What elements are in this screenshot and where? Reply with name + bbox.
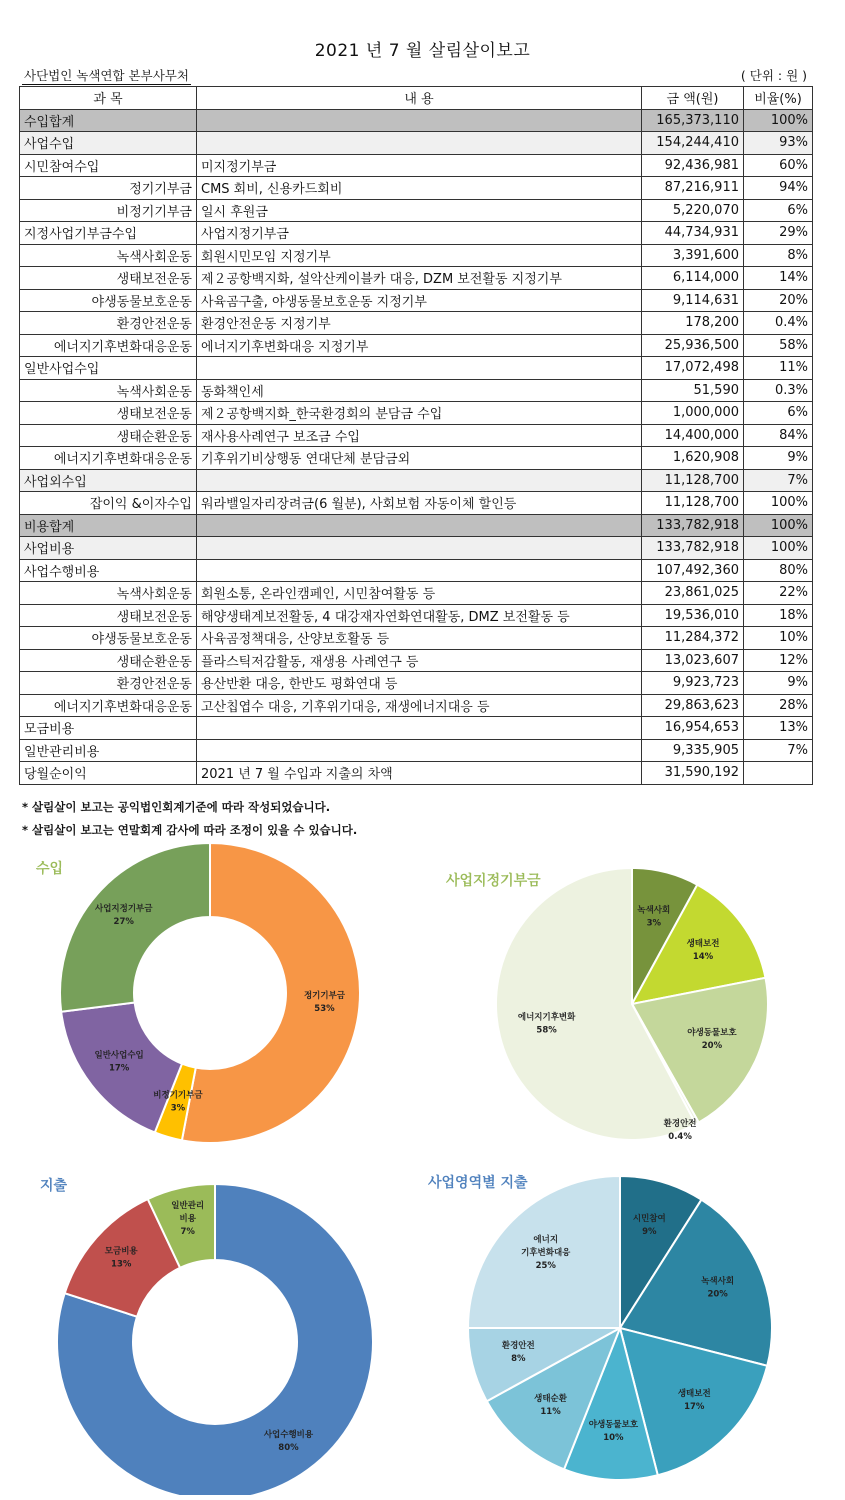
- organization-name: 사단법인 녹색연합 본부사무처: [24, 68, 189, 83]
- row-ratio: 13%: [744, 717, 813, 740]
- row-content: [197, 559, 642, 582]
- row-amount: 31,590,192: [642, 762, 744, 785]
- financial-report-table: [19, 86, 813, 785]
- row-content: 해양생태계보전활동, 4 대강재자연화연대활동, DMZ 보전활동 등: [197, 604, 642, 627]
- row-content: 워라밸일자리장려금(6 월분), 사회보험 자동이체 할인등: [197, 492, 642, 515]
- row-amount: 11,284,372: [642, 627, 744, 650]
- table-row: [20, 717, 813, 740]
- slice-label: 야생동물보호 10%: [588, 1419, 639, 1443]
- row-ratio: 20%: [744, 289, 813, 312]
- table-row: [20, 649, 813, 672]
- table-row: [20, 154, 813, 177]
- chart-income: [50, 838, 370, 1148]
- table-row: [20, 762, 813, 785]
- row-amount: 51,590: [642, 379, 744, 402]
- chart-title-income: 수입: [36, 861, 64, 877]
- slice-label: 녹색사회 20%: [701, 1276, 735, 1300]
- slice-label: 일반관리 비용 7%: [171, 1201, 205, 1238]
- table-row: [20, 289, 813, 312]
- table-row: [20, 312, 813, 335]
- table-row: [20, 537, 813, 560]
- row-content: 에너지기후변화대응 지정기부: [197, 334, 642, 357]
- row-amount: 9,335,905: [642, 739, 744, 762]
- row-content: 플라스틱저감활동, 재생용 사례연구 등: [197, 649, 642, 672]
- table-row: [20, 514, 813, 537]
- row-category: 생태순환운동: [20, 649, 197, 672]
- row-category: 녹색사회운동: [20, 379, 197, 402]
- row-category: 생태보전운동: [20, 267, 197, 290]
- slice-label: 사업수행비용 80%: [263, 1430, 314, 1454]
- row-ratio: 9%: [744, 672, 813, 695]
- table-row: [20, 244, 813, 267]
- row-amount: 11,128,700: [642, 469, 744, 492]
- row-ratio: 18%: [744, 604, 813, 627]
- row-category: 에너지기후변화대응운동: [20, 694, 197, 717]
- row-category: 사업외수입: [20, 469, 197, 492]
- chart-title-designated: 사업지정기부금: [446, 873, 541, 889]
- chart-expense: [50, 1170, 380, 1495]
- table-row: [20, 604, 813, 627]
- table-row: [20, 379, 813, 402]
- row-category: 사업수행비용: [20, 559, 197, 582]
- chart-designated-donation: [485, 852, 785, 1152]
- row-amount: 19,536,010: [642, 604, 744, 627]
- header-category: 과 목: [20, 87, 197, 110]
- row-content: 고산칩엽수 대응, 기후위기대응, 재생에너지대응 등: [197, 694, 642, 717]
- row-amount: 165,373,110: [642, 109, 744, 132]
- row-category: 생태보전운동: [20, 604, 197, 627]
- row-content: 제２공항백지화, 설악산케이블카 대응, DZM 보전활동 지정기부: [197, 267, 642, 290]
- row-ratio: 11%: [744, 357, 813, 380]
- row-amount: 9,923,723: [642, 672, 744, 695]
- table-row: [20, 109, 813, 132]
- row-ratio: 6%: [744, 402, 813, 425]
- row-content: [197, 514, 642, 537]
- row-amount: 23,861,025: [642, 582, 744, 605]
- slice-label: 비정기기부금 3%: [153, 1090, 203, 1114]
- chart-area-expense: [460, 1165, 780, 1485]
- row-content: 기후위기비상행동 연대단체 분담금외: [197, 447, 642, 470]
- row-amount: 25,936,500: [642, 334, 744, 357]
- table-row: [20, 177, 813, 200]
- page-title: 2021 년 7 월 살림살이보고: [314, 41, 531, 61]
- slice-label: 녹색사회 3%: [637, 905, 671, 929]
- row-content: CMS 회비, 신용카드회비: [197, 177, 642, 200]
- table-row: [20, 582, 813, 605]
- row-category: 일반관리비용: [20, 739, 197, 762]
- row-ratio: 7%: [744, 739, 813, 762]
- row-amount: 13,023,607: [642, 649, 744, 672]
- row-content: [197, 537, 642, 560]
- row-amount: 29,863,623: [642, 694, 744, 717]
- row-category: 당월순이익: [20, 762, 197, 785]
- row-content: [197, 132, 642, 155]
- row-content: 사업지정기부금: [197, 222, 642, 245]
- slice-label: 모금비용 13%: [104, 1246, 138, 1270]
- row-amount: 107,492,360: [642, 559, 744, 582]
- table-row: [20, 267, 813, 290]
- row-ratio: 7%: [744, 469, 813, 492]
- row-ratio: 100%: [744, 492, 813, 515]
- table-row: [20, 447, 813, 470]
- table-row: [20, 694, 813, 717]
- row-category: 에너지기후변화대응운동: [20, 334, 197, 357]
- table-row: [20, 199, 813, 222]
- header-amount: 금 액(원): [642, 87, 744, 110]
- row-content: 미지정기부금: [197, 154, 642, 177]
- row-ratio: 0.3%: [744, 379, 813, 402]
- table-row: [20, 357, 813, 380]
- row-content: 일시 후원금: [197, 199, 642, 222]
- row-content: [197, 109, 642, 132]
- row-amount: 1,620,908: [642, 447, 744, 470]
- row-amount: 154,244,410: [642, 132, 744, 155]
- row-content: 회원시민모임 지정기부: [197, 244, 642, 267]
- table-row: [20, 424, 813, 447]
- row-category: 정기기부금: [20, 177, 197, 200]
- row-category: 모금비용: [20, 717, 197, 740]
- row-content: 사육곰구출, 야생동물보호운동 지정기부: [197, 289, 642, 312]
- row-amount: 11,128,700: [642, 492, 744, 515]
- header-content: 내 용: [197, 87, 642, 110]
- row-category: 생태보전운동: [20, 402, 197, 425]
- row-category: 환경안전운동: [20, 672, 197, 695]
- table-row: [20, 222, 813, 245]
- slice-label: 생태순환 11%: [534, 1393, 567, 1417]
- slice-label: 에너지기후변화 58%: [517, 1012, 576, 1036]
- unit-label: ( 단위 : 원 ): [740, 68, 807, 83]
- row-ratio: 22%: [744, 582, 813, 605]
- table-row: [20, 739, 813, 762]
- row-content: 2021 년 7 월 수입과 지출의 차액: [197, 762, 642, 785]
- row-amount: 92,436,981: [642, 154, 744, 177]
- row-category: 녹색사회운동: [20, 582, 197, 605]
- slice-label: 시민참여 9%: [632, 1214, 666, 1238]
- table-row: [20, 334, 813, 357]
- row-content: 동화책인세: [197, 379, 642, 402]
- slice-label: 에너지 기후변화대응 25%: [521, 1234, 571, 1271]
- row-amount: 5,220,070: [642, 199, 744, 222]
- row-content: 환경안전운동 지정기부: [197, 312, 642, 335]
- row-category: 녹색사회운동: [20, 244, 197, 267]
- row-amount: 3,391,600: [642, 244, 744, 267]
- table-row: [20, 627, 813, 650]
- row-ratio: 29%: [744, 222, 813, 245]
- table-row: [20, 469, 813, 492]
- table-row: [20, 132, 813, 155]
- row-ratio: 14%: [744, 267, 813, 290]
- row-ratio: 100%: [744, 537, 813, 560]
- row-amount: 1,000,000: [642, 402, 744, 425]
- row-content: 재사용사례연구 보조금 수입: [197, 424, 642, 447]
- row-category: 지정사업기부금수입: [20, 222, 197, 245]
- row-ratio: 93%: [744, 132, 813, 155]
- row-amount: 87,216,911: [642, 177, 744, 200]
- row-amount: 6,114,000: [642, 267, 744, 290]
- row-ratio: 100%: [744, 109, 813, 132]
- table-row: [20, 492, 813, 515]
- row-ratio: 94%: [744, 177, 813, 200]
- row-amount: 16,954,653: [642, 717, 744, 740]
- row-ratio: 60%: [744, 154, 813, 177]
- row-amount: 9,114,631: [642, 289, 744, 312]
- slice-label: 환경안전 0.4%: [663, 1119, 697, 1143]
- row-amount: 14,400,000: [642, 424, 744, 447]
- row-category: 에너지기후변화대응운동: [20, 447, 197, 470]
- row-ratio: 8%: [744, 244, 813, 267]
- row-category: 일반사업수입: [20, 357, 197, 380]
- table-header-row: [20, 87, 813, 110]
- chart-title-area-expense: 사업영역별 지출: [428, 1175, 528, 1191]
- slice-label: 환경안전 8%: [501, 1341, 535, 1365]
- row-amount: 133,782,918: [642, 537, 744, 560]
- slice-label: 일반사업수입 17%: [94, 1050, 144, 1074]
- slice-label: 사업지정기부금 27%: [94, 903, 153, 927]
- row-category: 시민참여수입: [20, 154, 197, 177]
- header-ratio: 비율(%): [744, 87, 813, 110]
- table-row: [20, 402, 813, 425]
- row-amount: 133,782,918: [642, 514, 744, 537]
- slice-label: 생태보전 17%: [677, 1389, 711, 1413]
- row-content: [197, 717, 642, 740]
- table-row: [20, 559, 813, 582]
- pie-slice: [60, 843, 210, 1012]
- row-content: [197, 739, 642, 762]
- row-amount: 178,200: [642, 312, 744, 335]
- row-category: 야생동물보호운동: [20, 627, 197, 650]
- note-1: * 살림살이 보고는 공익법인회계기준에 따라 작성되었습니다.: [22, 800, 331, 814]
- row-ratio: 9%: [744, 447, 813, 470]
- row-ratio: 6%: [744, 199, 813, 222]
- row-category: 비정기기부금: [20, 199, 197, 222]
- row-content: 용산반환 대응, 한반도 평화연대 등: [197, 672, 642, 695]
- row-ratio: 80%: [744, 559, 813, 582]
- row-ratio: 100%: [744, 514, 813, 537]
- row-category: 사업비용: [20, 537, 197, 560]
- row-content: [197, 469, 642, 492]
- row-amount: 44,734,931: [642, 222, 744, 245]
- row-category: 생태순환운동: [20, 424, 197, 447]
- slice-label: 생태보전 14%: [686, 939, 720, 963]
- row-ratio: 10%: [744, 627, 813, 650]
- row-ratio: [744, 762, 813, 785]
- row-ratio: 0.4%: [744, 312, 813, 335]
- row-ratio: 58%: [744, 334, 813, 357]
- row-ratio: 84%: [744, 424, 813, 447]
- row-content: 회원소통, 온라인캠페인, 시민참여활동 등: [197, 582, 642, 605]
- row-category: 환경안전운동: [20, 312, 197, 335]
- row-ratio: 28%: [744, 694, 813, 717]
- row-amount: 17,072,498: [642, 357, 744, 380]
- row-content: [197, 357, 642, 380]
- table-row: [20, 672, 813, 695]
- slice-label: 정기기부금 53%: [303, 990, 346, 1014]
- slice-label: 야생동물보호 20%: [687, 1027, 737, 1051]
- row-category: 사업수입: [20, 132, 197, 155]
- row-category: 잡이익 &이자수입: [20, 492, 197, 515]
- row-category: 비용합계: [20, 514, 197, 537]
- row-category: 수입합계: [20, 109, 197, 132]
- row-content: 제２공항백지화_한국환경회의 분담금 수입: [197, 402, 642, 425]
- row-ratio: 12%: [744, 649, 813, 672]
- row-category: 야생동물보호운동: [20, 289, 197, 312]
- chart-title-expense: 지출: [40, 1178, 68, 1194]
- row-content: 사육곰정책대응, 산양보호활동 등: [197, 627, 642, 650]
- note-2: * 살림살이 보고는 연말회계 감사에 따라 조정이 있을 수 있습니다.: [22, 823, 358, 837]
